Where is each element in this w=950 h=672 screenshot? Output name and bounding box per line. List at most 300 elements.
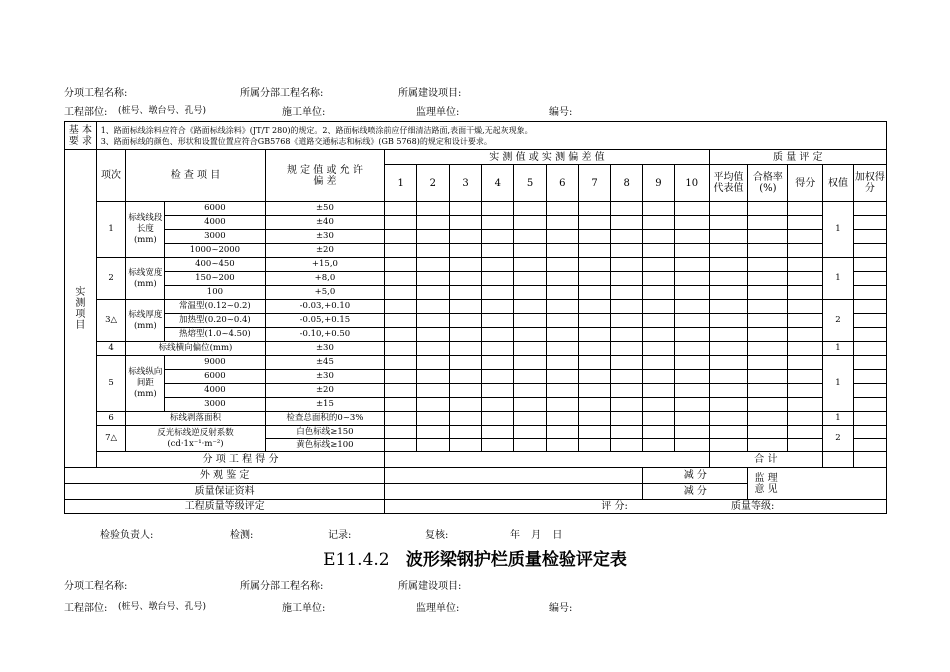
empty-cell <box>578 412 611 426</box>
empty-cell <box>611 300 643 314</box>
empty-cell <box>748 342 788 356</box>
empty-cell <box>709 384 748 398</box>
empty-cell <box>643 314 675 328</box>
empty-cell <box>546 300 578 314</box>
table-cell: 400~450 <box>165 258 265 272</box>
table-cell: 100 <box>165 286 265 300</box>
table-cell: 加热型(0.20~0.4) <box>165 314 265 328</box>
qa-docs-label: 质量保证资料 <box>65 484 385 500</box>
empty-cell <box>611 286 643 300</box>
empty-cell <box>643 412 675 426</box>
empty-cell <box>482 328 514 342</box>
empty-cell <box>546 439 578 452</box>
empty-cell <box>417 314 450 328</box>
contractor-label: 施工单位: <box>282 107 326 118</box>
empty-cell <box>748 370 788 384</box>
empty-cell <box>385 314 417 328</box>
item-4-spec: ±30 <box>265 342 385 356</box>
empty-cell <box>482 286 514 300</box>
empty-cell <box>449 342 482 356</box>
empty-cell <box>853 314 886 328</box>
empty-cell <box>788 328 823 342</box>
empty-cell <box>611 356 643 370</box>
empty-cell <box>417 384 450 398</box>
empty-cell <box>674 244 709 258</box>
next-table-title <box>0 545 950 570</box>
empty-cell <box>788 300 823 314</box>
deduct-label-2: 减 分 <box>643 484 748 500</box>
empty-cell <box>514 216 547 230</box>
text: (桩号、墩台号、孔号) <box>118 602 207 612</box>
empty-cell <box>674 412 709 426</box>
empty-cell <box>748 202 788 216</box>
empty-cell <box>385 452 709 468</box>
col-8: 8 <box>611 165 643 202</box>
empty-cell <box>853 452 886 468</box>
item-5-no: 5 <box>96 356 126 412</box>
empty-cell <box>748 384 788 398</box>
empty-cell <box>385 286 417 300</box>
empty-cell <box>674 202 709 216</box>
empty-cell <box>578 439 611 452</box>
empty-cell <box>417 398 450 412</box>
table-cell: 3000 <box>165 230 265 244</box>
empty-cell <box>449 398 482 412</box>
empty-cell <box>514 342 547 356</box>
empty-cell <box>709 258 748 272</box>
empty-cell <box>482 384 514 398</box>
empty-cell <box>449 356 482 370</box>
empty-cell <box>643 370 675 384</box>
empty-cell <box>417 412 450 426</box>
empty-cell <box>578 328 611 342</box>
empty-cell <box>482 202 514 216</box>
weighted-header: 加权得分 <box>853 165 886 202</box>
empty-cell <box>385 230 417 244</box>
table-cell: ±45 <box>265 356 385 370</box>
empty-cell <box>611 398 643 412</box>
basic-requirements-label <box>65 122 97 150</box>
empty-cell <box>417 328 450 342</box>
col-10: 10 <box>674 165 709 202</box>
empty-cell <box>417 230 450 244</box>
empty-cell <box>853 356 886 370</box>
empty-cell <box>449 202 482 216</box>
measured-values-header: 实 测 值 或 实 测 偏 差 值 <box>385 150 709 165</box>
empty-cell <box>578 230 611 244</box>
empty-cell <box>417 244 450 258</box>
basic-requirements-text <box>96 122 886 150</box>
empty-cell <box>853 342 886 356</box>
text: 工程部位: <box>64 603 108 614</box>
empty-cell <box>853 398 886 412</box>
empty-cell <box>514 412 547 426</box>
table-cell: 4000 <box>165 216 265 230</box>
table-cell: +5,0 <box>265 286 385 300</box>
empty-cell <box>482 258 514 272</box>
empty-cell <box>611 412 643 426</box>
empty-cell <box>385 356 417 370</box>
empty-cell <box>643 216 675 230</box>
reviewer-label: 复核: <box>425 530 449 541</box>
empty-cell <box>578 342 611 356</box>
table-cell: 3000 <box>165 398 265 412</box>
empty-cell <box>449 384 482 398</box>
empty-cell <box>788 230 823 244</box>
empty-cell <box>674 328 709 342</box>
empty-cell <box>546 370 578 384</box>
empty-cell <box>417 356 450 370</box>
item-1-name: 标线线段长度(mm) <box>126 202 165 258</box>
weight-header: 权值 <box>823 165 854 202</box>
text: (cd·1x⁻¹·m⁻²) <box>167 438 224 449</box>
empty-cell <box>853 272 886 286</box>
empty-cell <box>674 370 709 384</box>
empty-cell <box>578 216 611 230</box>
empty-cell <box>709 439 748 452</box>
empty-cell <box>611 272 643 286</box>
empty-cell <box>449 300 482 314</box>
empty-cell <box>853 286 886 300</box>
empty-cell <box>674 230 709 244</box>
empty-cell <box>643 258 675 272</box>
empty-cell <box>546 286 578 300</box>
empty-cell <box>853 328 886 342</box>
empty-cell <box>748 272 788 286</box>
empty-cell <box>788 272 823 286</box>
measured-items-label <box>65 150 97 468</box>
location-note: (桩号、墩台号、孔号) <box>118 106 207 116</box>
empty-cell <box>788 356 823 370</box>
rating-label: 评 分: <box>601 501 628 512</box>
requirement-2: 3、路面标线的颜色、形状和设置位置应符合GB5768《道路交通标志和标线》(GB 5768)的规定和设计要求。 <box>100 136 492 146</box>
empty-cell <box>578 272 611 286</box>
table-cell: 9000 <box>165 356 265 370</box>
empty-cell <box>514 384 547 398</box>
item-2-no: 2 <box>96 258 126 300</box>
location-label: 工程部位: <box>64 107 108 118</box>
empty-cell <box>449 244 482 258</box>
text: 所属建设项目: <box>398 581 462 592</box>
empty-cell <box>417 202 450 216</box>
recorder-label: 记录: <box>328 530 352 541</box>
empty-cell <box>788 286 823 300</box>
tester-label: 检测: <box>230 530 254 541</box>
empty-cell <box>709 356 748 370</box>
check-item-header: 检 查 项 目 <box>126 150 265 202</box>
empty-cell <box>709 244 748 258</box>
empty-cell <box>748 314 788 328</box>
grade-values <box>385 500 887 514</box>
empty-cell <box>482 314 514 328</box>
table-cell: 白色标线≥150 <box>265 426 385 439</box>
empty-cell <box>514 370 547 384</box>
empty-cell <box>578 398 611 412</box>
empty-cell <box>482 439 514 452</box>
table-cell: ±30 <box>265 230 385 244</box>
empty-cell <box>385 202 417 216</box>
empty-cell <box>514 398 547 412</box>
empty-cell <box>674 342 709 356</box>
col-1: 1 <box>385 165 417 202</box>
empty-cell <box>643 398 675 412</box>
empty-cell <box>709 230 748 244</box>
table-cell: 4000 <box>165 384 265 398</box>
empty-cell <box>385 258 417 272</box>
empty-cell <box>514 286 547 300</box>
empty-cell <box>748 412 788 426</box>
empty-cell <box>385 484 643 500</box>
empty-cell <box>748 244 788 258</box>
empty-cell <box>709 398 748 412</box>
empty-cell <box>853 202 886 216</box>
col-5: 5 <box>514 165 547 202</box>
empty-cell <box>823 452 854 468</box>
item-4-weight: 1 <box>823 342 854 356</box>
col-6: 6 <box>546 165 578 202</box>
empty-cell <box>546 230 578 244</box>
empty-cell <box>611 314 643 328</box>
table-cell: 常温型(0.12~0.2) <box>165 300 265 314</box>
empty-cell <box>546 398 578 412</box>
supervision-label <box>748 468 887 500</box>
empty-cell <box>514 356 547 370</box>
table-cell: ±30 <box>265 370 385 384</box>
empty-cell <box>514 230 547 244</box>
table-cell: ±40 <box>265 216 385 230</box>
item-5-name: 标线纵向间距(mm) <box>126 356 165 412</box>
empty-cell <box>709 314 748 328</box>
empty-cell <box>578 258 611 272</box>
empty-cell <box>514 258 547 272</box>
empty-cell <box>482 230 514 244</box>
text: 基 本 <box>68 124 92 136</box>
empty-cell <box>748 356 788 370</box>
table-code: E11.4.2 <box>323 550 390 570</box>
empty-cell <box>417 370 450 384</box>
deduct-label-1: 减 分 <box>643 468 748 484</box>
empty-cell <box>853 216 886 230</box>
total-label: 合 计 <box>709 452 823 468</box>
empty-cell <box>417 300 450 314</box>
empty-cell <box>853 439 886 452</box>
empty-cell <box>674 439 709 452</box>
empty-cell <box>449 216 482 230</box>
empty-cell <box>709 370 748 384</box>
table-cell: 150~200 <box>165 272 265 286</box>
empty-cell <box>449 426 482 439</box>
empty-cell <box>546 384 578 398</box>
empty-cell <box>674 356 709 370</box>
item-6-name: 标线剥落面积 <box>126 412 265 426</box>
empty-cell <box>674 314 709 328</box>
empty-cell <box>611 258 643 272</box>
seq-header: 项次 <box>96 150 126 202</box>
empty-cell <box>578 314 611 328</box>
empty-cell <box>643 384 675 398</box>
pass-rate-header: 合格率(%) <box>748 165 788 202</box>
empty-cell <box>643 342 675 356</box>
subtotal-label: 分 项 工 程 得 分 <box>96 452 385 468</box>
empty-cell <box>417 272 450 286</box>
empty-cell <box>546 356 578 370</box>
empty-cell <box>546 216 578 230</box>
empty-cell <box>788 342 823 356</box>
text: 意 见 <box>754 483 778 495</box>
item-7-no: 7△ <box>96 426 126 452</box>
empty-cell <box>482 398 514 412</box>
quality-grade-label: 质量等级: <box>731 501 775 512</box>
text: 反光标线逆反射系数 <box>157 427 234 438</box>
empty-cell <box>709 426 748 439</box>
text: 监理单位: <box>416 603 460 614</box>
empty-cell <box>611 384 643 398</box>
empty-cell <box>853 426 886 439</box>
empty-cell <box>449 272 482 286</box>
empty-cell <box>578 356 611 370</box>
empty-cell <box>643 439 675 452</box>
empty-cell <box>788 412 823 426</box>
empty-cell <box>674 426 709 439</box>
empty-cell <box>853 258 886 272</box>
text: 实 <box>75 286 86 298</box>
text: 所属分部工程名称: <box>240 581 324 592</box>
empty-cell <box>611 370 643 384</box>
empty-cell <box>449 412 482 426</box>
table-cell: -0.05,+0.15 <box>265 314 385 328</box>
empty-cell <box>643 328 675 342</box>
table-cell: +15,0 <box>265 258 385 272</box>
empty-cell <box>417 342 450 356</box>
item-1-no: 1 <box>96 202 126 258</box>
table-name: 波形梁钢护栏质量检验评定表 <box>405 550 627 570</box>
table-cell: 1000~2000 <box>165 244 265 258</box>
empty-cell <box>674 300 709 314</box>
empty-cell <box>709 342 748 356</box>
empty-cell <box>748 258 788 272</box>
empty-cell <box>514 439 547 452</box>
avg-header: 平均值代表值 <box>709 165 748 202</box>
col-4: 4 <box>482 165 514 202</box>
empty-cell <box>748 426 788 439</box>
empty-cell <box>643 286 675 300</box>
empty-cell <box>853 384 886 398</box>
supervisor-label: 监理单位: <box>416 107 460 118</box>
empty-cell <box>643 426 675 439</box>
empty-cell <box>748 398 788 412</box>
empty-cell <box>674 398 709 412</box>
item-3-no: 3△ <box>96 300 126 342</box>
empty-cell <box>709 202 748 216</box>
table-cell: ±15 <box>265 398 385 412</box>
empty-cell <box>748 286 788 300</box>
empty-cell <box>417 426 450 439</box>
empty-cell <box>748 439 788 452</box>
empty-cell <box>385 216 417 230</box>
empty-cell <box>482 272 514 286</box>
empty-cell <box>853 300 886 314</box>
empty-cell <box>674 258 709 272</box>
empty-cell <box>449 370 482 384</box>
empty-cell <box>417 439 450 452</box>
empty-cell <box>514 244 547 258</box>
empty-cell <box>748 328 788 342</box>
item-7-weight: 2 <box>823 426 854 452</box>
empty-cell <box>546 314 578 328</box>
inspector-label: 检验负责人: <box>100 530 154 541</box>
inspection-table <box>64 121 887 514</box>
empty-cell <box>482 426 514 439</box>
empty-cell <box>385 468 643 484</box>
empty-cell <box>674 286 709 300</box>
empty-cell <box>674 216 709 230</box>
empty-cell <box>385 342 417 356</box>
empty-cell <box>385 398 417 412</box>
empty-cell <box>482 370 514 384</box>
empty-cell <box>748 216 788 230</box>
quality-header: 质 量 评 定 <box>709 150 886 165</box>
empty-cell <box>611 216 643 230</box>
item-6-weight: 1 <box>823 412 854 426</box>
project-label: 所属建设项目: <box>398 88 462 99</box>
item-1-weight: 1 <box>823 202 854 258</box>
empty-cell <box>385 426 417 439</box>
empty-cell <box>788 426 823 439</box>
empty-cell <box>643 230 675 244</box>
empty-cell <box>709 286 748 300</box>
empty-cell <box>482 216 514 230</box>
empty-cell <box>385 370 417 384</box>
empty-cell <box>449 258 482 272</box>
empty-cell <box>578 202 611 216</box>
text: 施工单位: <box>282 603 326 614</box>
col-2: 2 <box>417 165 450 202</box>
item-3-name: 标线厚度(mm) <box>126 300 165 342</box>
table-cell: ±50 <box>265 202 385 216</box>
empty-cell <box>709 300 748 314</box>
empty-cell <box>385 272 417 286</box>
empty-cell <box>514 202 547 216</box>
empty-cell <box>788 370 823 384</box>
empty-cell <box>643 244 675 258</box>
item-7-name <box>126 426 265 452</box>
empty-cell <box>709 328 748 342</box>
score-header: 得分 <box>788 165 823 202</box>
empty-cell <box>674 384 709 398</box>
table-cell: 黄色标线≥100 <box>265 439 385 452</box>
empty-cell <box>417 286 450 300</box>
empty-cell <box>514 272 547 286</box>
empty-cell <box>546 272 578 286</box>
table-cell: 6000 <box>165 370 265 384</box>
sub-item-label: 分项工程名称: <box>64 88 128 99</box>
date-label: 年 月 日 <box>510 530 563 541</box>
table-cell: ±20 <box>265 384 385 398</box>
item-4-no: 4 <box>96 342 126 356</box>
empty-cell <box>546 426 578 439</box>
empty-cell <box>385 244 417 258</box>
empty-cell <box>385 439 417 452</box>
empty-cell <box>709 412 748 426</box>
empty-cell <box>853 244 886 258</box>
empty-cell <box>611 230 643 244</box>
empty-cell <box>578 426 611 439</box>
empty-cell <box>546 412 578 426</box>
empty-cell <box>709 216 748 230</box>
empty-cell <box>788 439 823 452</box>
empty-cell <box>514 328 547 342</box>
text: 编号: <box>549 603 573 614</box>
